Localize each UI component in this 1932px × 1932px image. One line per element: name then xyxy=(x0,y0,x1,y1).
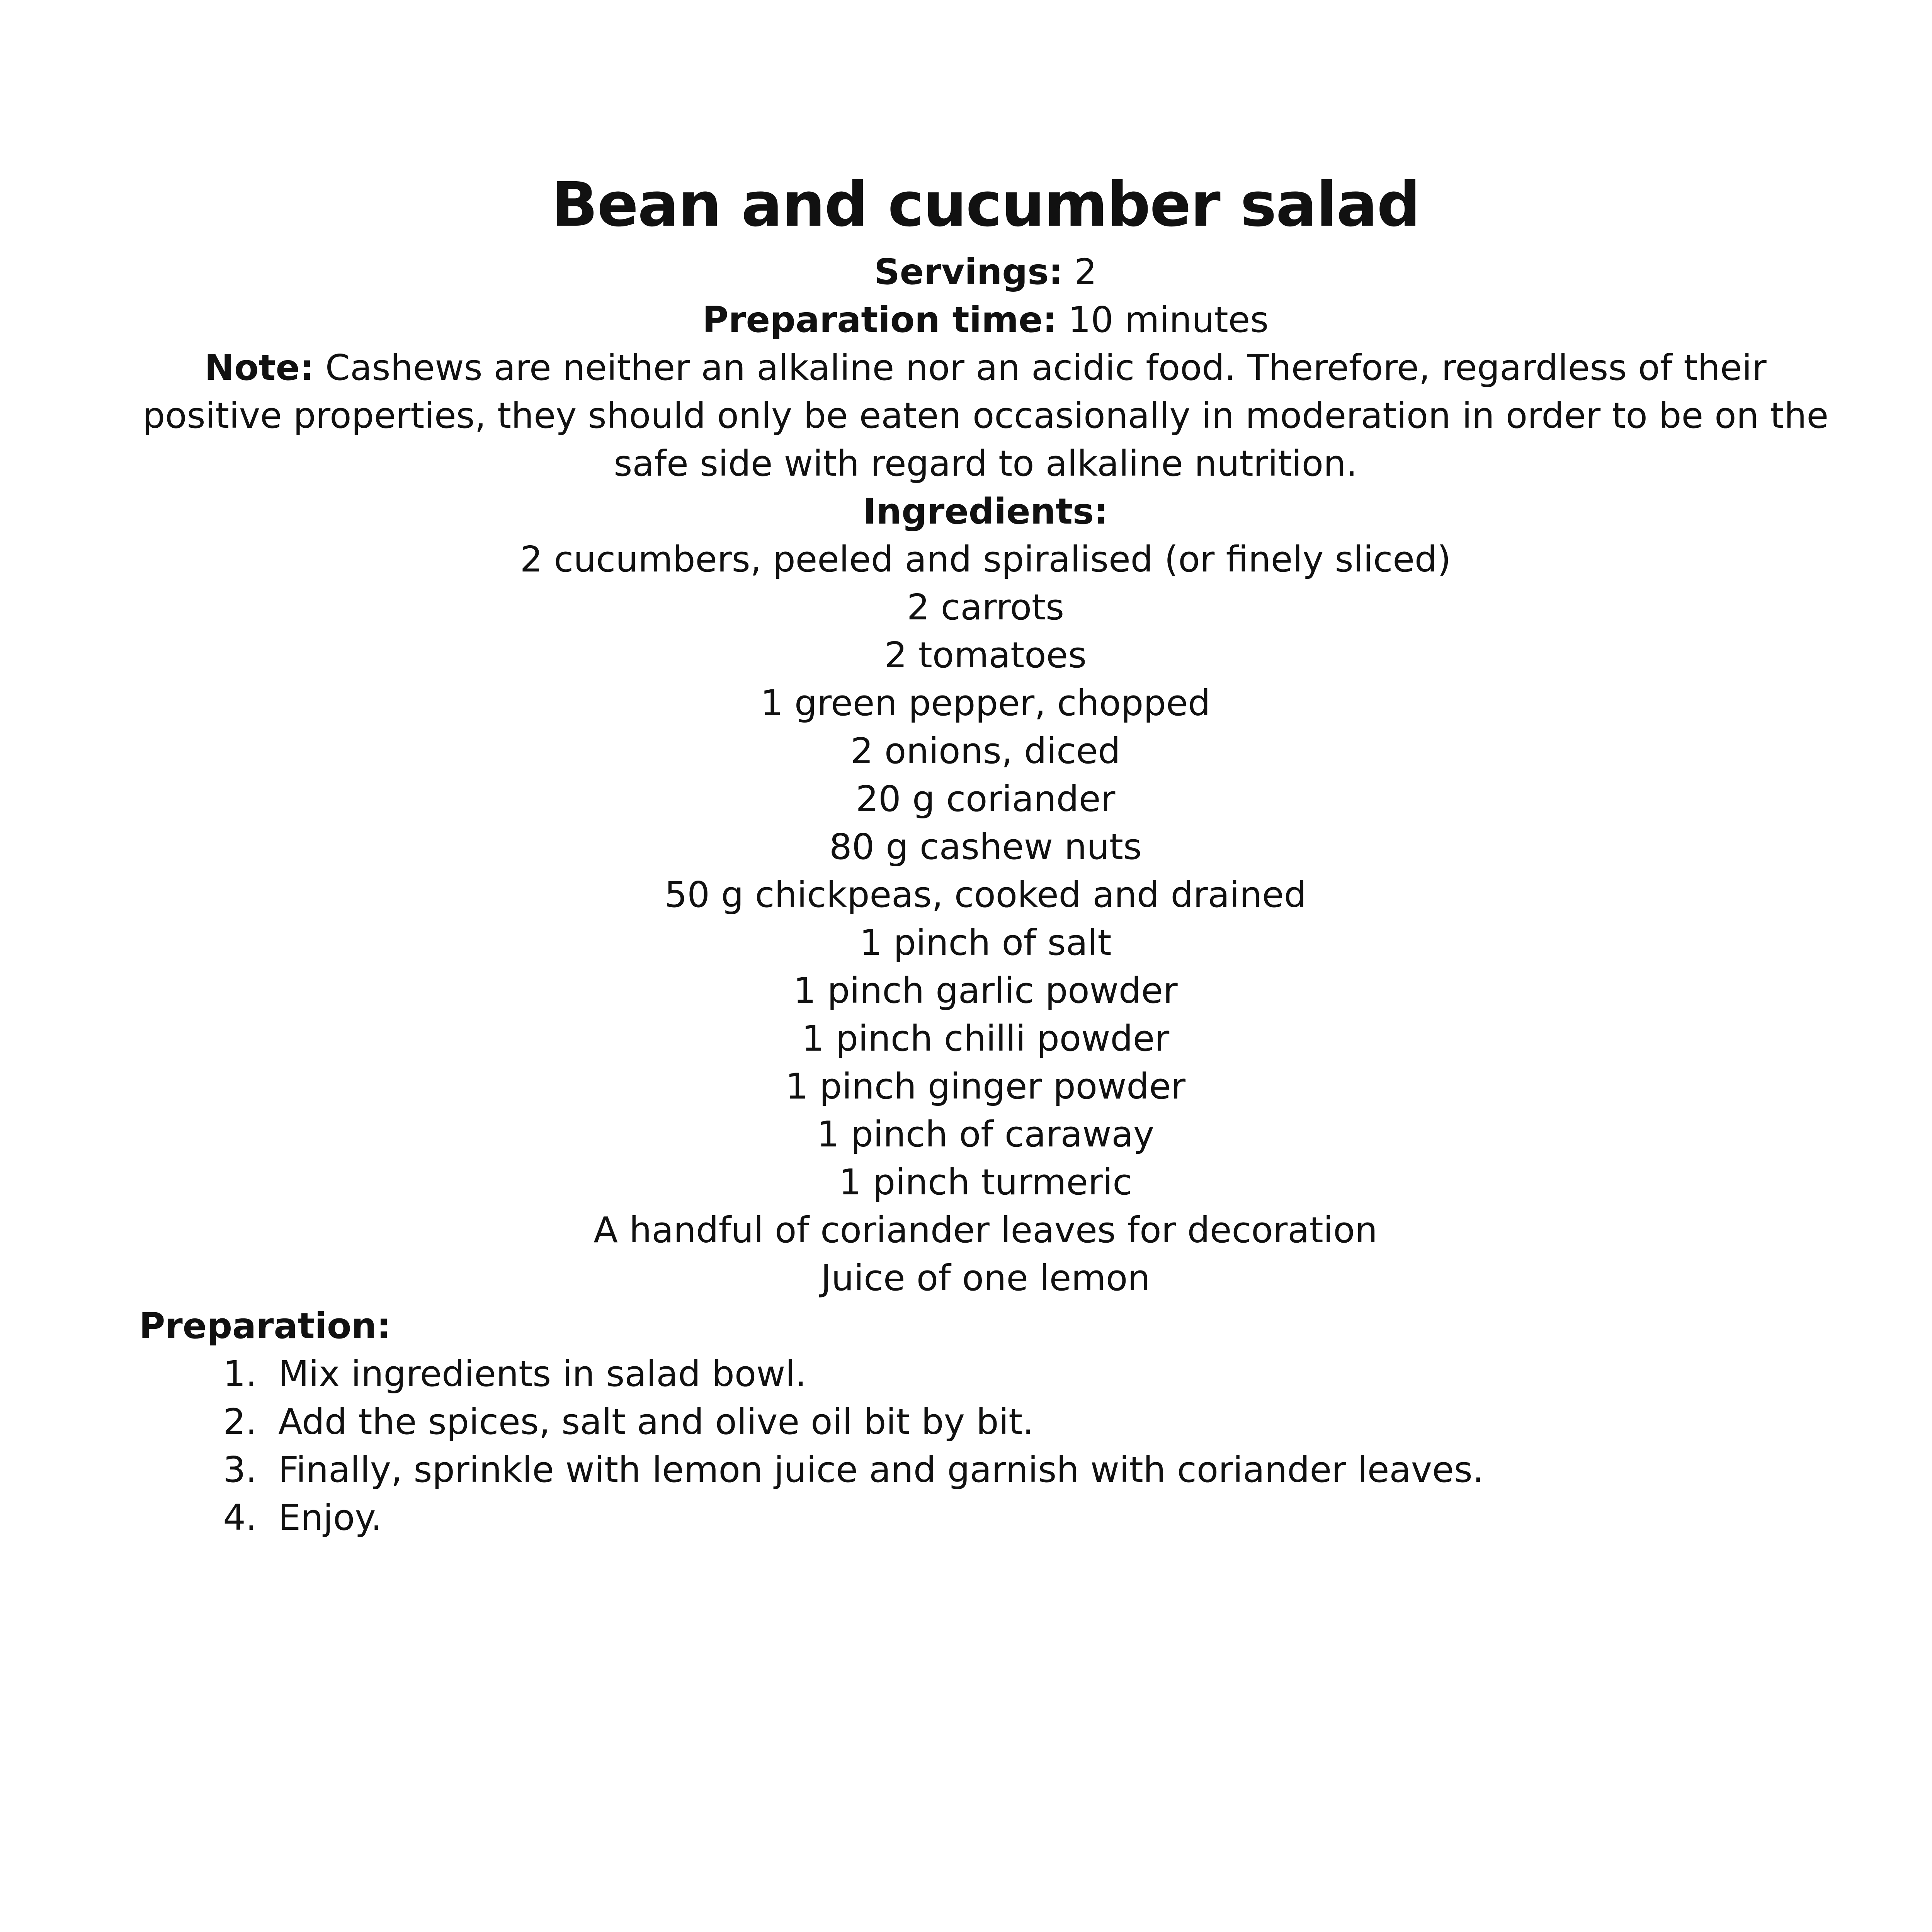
preparation-steps xyxy=(139,1350,1832,1542)
step-number: 1. xyxy=(223,1353,257,1395)
preparation-step xyxy=(139,1494,1832,1542)
preparation-step xyxy=(139,1446,1832,1494)
ingredient-item: 1 pinch of caraway xyxy=(816,1113,1155,1155)
note-label: Note: xyxy=(204,347,314,388)
step-text: Enjoy. xyxy=(278,1497,382,1538)
recipe-note xyxy=(139,344,1832,488)
ingredient-item: 2 tomatoes xyxy=(884,634,1087,676)
ingredient-item: 1 pinch of salt xyxy=(859,922,1112,963)
ingredient-item: 1 green pepper, chopped xyxy=(760,682,1211,724)
ingredient-item: 80 g cashew nuts xyxy=(829,826,1142,867)
ingredients-heading: Ingredients: xyxy=(863,490,1108,532)
ingredient-item: Juice of one lemon xyxy=(821,1257,1150,1299)
preparation-step xyxy=(139,1350,1832,1398)
prep-time-row xyxy=(139,296,1832,344)
ingredient-item: 2 cucumbers, peeled and spiralised (or finely sliced) xyxy=(520,538,1451,580)
note-text: Cashews are neither an alkaline nor an acidic food. Therefore, regardless of their positive properties, they should only be eaten occasionally in moderation in order to be on the safe side with regard to alkaline nutrition. xyxy=(142,347,1829,484)
step-text: Mix ingredients in salad bowl. xyxy=(278,1353,807,1395)
servings-row xyxy=(139,248,1832,296)
ingredient-item: 50 g chickpeas, cooked and drained xyxy=(664,874,1307,915)
recipe-meta xyxy=(139,248,1832,344)
step-text: Add the spices, salt and olive oil bit by bit. xyxy=(278,1401,1034,1442)
ingredient-item: 20 g coriander xyxy=(855,778,1116,820)
ingredient-item: 1 pinch chilli powder xyxy=(801,1017,1170,1059)
step-number: 4. xyxy=(223,1497,257,1538)
ingredient-item: 1 pinch turmeric xyxy=(839,1161,1132,1203)
prep-time-label: Preparation time: xyxy=(702,299,1057,340)
ingredients-list xyxy=(139,536,1832,1302)
preparation-step xyxy=(139,1398,1832,1446)
ingredient-item: 1 pinch garlic powder xyxy=(793,969,1178,1011)
prep-time-value: 10 minutes xyxy=(1068,299,1269,340)
step-text: Finally, sprinkle with lemon juice and garnish with coriander leaves. xyxy=(278,1449,1484,1490)
servings-label: Servings: xyxy=(874,251,1063,293)
step-number: 2. xyxy=(223,1401,257,1442)
recipe-title: Bean and cucumber salad xyxy=(551,169,1420,240)
ingredient-item: 2 carrots xyxy=(906,586,1065,628)
ingredient-item: 1 pinch ginger powder xyxy=(785,1065,1186,1107)
preparation-heading: Preparation: xyxy=(139,1305,391,1347)
step-number: 3. xyxy=(223,1449,257,1490)
servings-value: 2 xyxy=(1074,251,1097,293)
ingredient-item: 2 onions, diced xyxy=(850,730,1121,772)
ingredient-item: A handful of coriander leaves for decoration xyxy=(594,1209,1378,1251)
